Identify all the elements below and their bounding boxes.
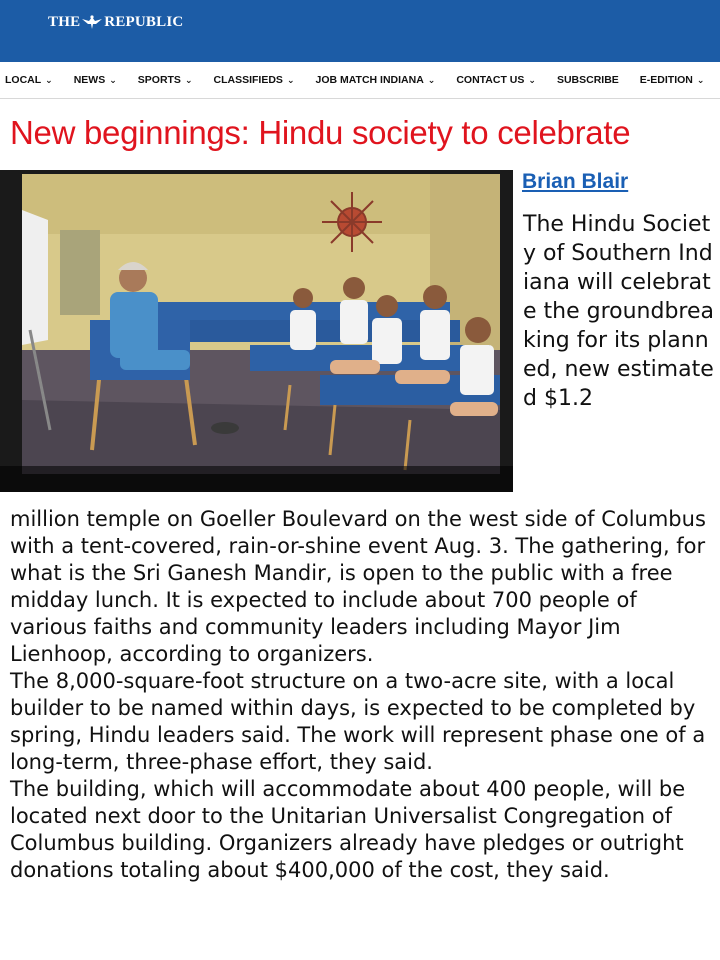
nav-item-news[interactable] — [74, 74, 117, 86]
chevron-down-icon: ⌄ — [427, 74, 436, 85]
nav-item-subscribe[interactable] — [557, 74, 619, 86]
nav-label: CONTACT US — [456, 74, 525, 86]
article-paragraph: The building, which will accommodate about 400 people, will be located next door to the Unitarian Universalist Congregation of Columbus building. Organizers already have pledges or outright donations totaling about $400,000 of the cost, they said. — [10, 777, 686, 882]
nav-item-sports[interactable] — [138, 74, 193, 86]
article-paragraph: The 8,000-square-foot structure on a two-acre site, with a local builder to be named within days, is expected to be completed by spring, Hindu leaders said. The work will represent phase one of a long-term, three-phase effort, they said. — [10, 669, 706, 774]
nav-label: E-EDITION — [639, 74, 693, 86]
chevron-down-icon: ⌄ — [45, 74, 53, 85]
nav-label: NEWS — [73, 74, 106, 86]
nav-label: SPORTS — [137, 74, 181, 86]
nav-label: CLASSIFIEDS — [213, 74, 283, 86]
nav-label: JOB MATCH INDIANA — [315, 74, 424, 86]
main-nav — [0, 62, 720, 99]
nav-item-contact-us[interactable] — [456, 74, 536, 86]
eagle-icon — [81, 13, 103, 31]
chevron-down-icon: ⌄ — [528, 74, 536, 85]
article-paragraph: million temple on Goeller Boulevard on the west side of Columbus with a tent-covered, rain-or-shine event Aug. 3. The gathering, for what is the Sri Ganesh Mandir, is open to the public with a free midday lunch. It is expected to include about 700 people of various faiths and community leaders including Mayor Jim Lienhoop, according to organizers. — [10, 507, 706, 666]
nav-label: SUBSCRIBE — [556, 74, 619, 86]
nav-item-local[interactable] — [5, 74, 53, 86]
photo-illustration — [0, 170, 513, 492]
site-logo[interactable] — [48, 12, 183, 32]
article-intro: The Hindu Society of Southern Indiana will celebrate the groundbreaking for its planned, new estimated $1.2 — [523, 212, 715, 411]
chevron-down-icon: ⌄ — [184, 74, 193, 85]
nav-item-job-match-indiana[interactable] — [315, 74, 435, 86]
chevron-down-icon: ⌄ — [696, 74, 705, 85]
nav-item-e-edition[interactable] — [640, 74, 705, 86]
masthead — [0, 0, 720, 62]
article-body — [10, 506, 712, 884]
article-photo[interactable] — [0, 170, 513, 492]
article-headline: New beginnings: Hindu society to celebrate — [10, 114, 631, 151]
nav-item-classifieds[interactable] — [214, 74, 295, 86]
nav-label: LOCAL — [5, 74, 42, 86]
logo-text-the: THE — [48, 13, 81, 30]
chevron-down-icon: ⌄ — [286, 74, 295, 85]
author-link[interactable]: Brian Blair — [522, 170, 629, 193]
chevron-down-icon: ⌄ — [109, 74, 117, 85]
logo-text-republic: REPUBLIC — [104, 13, 184, 30]
